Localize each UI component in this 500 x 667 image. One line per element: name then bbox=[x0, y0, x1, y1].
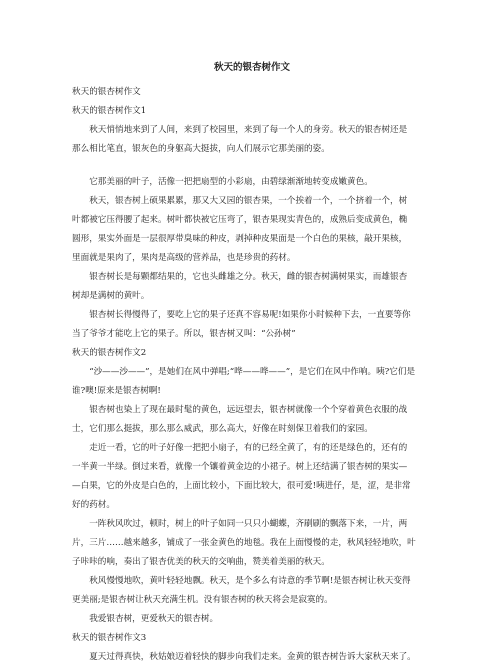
section-heading-1: 秋天的银杏树作文1 bbox=[72, 106, 147, 116]
document-title: 秋天的银杏树作文 bbox=[213, 62, 290, 73]
section-heading-3: 秋天的银杏树作文3 bbox=[72, 633, 147, 643]
body-line: “沙——沙——”，是她们在风中弹唱;“哗——哗——”，是它们在风中作响。咦?它们是 bbox=[72, 367, 416, 377]
section-body-3 bbox=[72, 648, 432, 667]
body-line: —白果，它的外皮是白色的，上面比较小，下面比较大，很可爱!咦进仔，是，涩，是非常 bbox=[72, 481, 411, 491]
body-line: 叶都被它压得腰了起来。树叶都快被它压弯了，银杏果现实青色的，成熟后变成黄色，椭 bbox=[72, 215, 408, 225]
body-line: 一阵秋风吹过，顿时，树上的叶子如同一只只小蝴蝶，齐刷刷的飘落下来，一片，两 bbox=[72, 519, 408, 529]
body-line: 秋天，银杏树上硕果累累，那又大又园的银杏果，一个挨着一个，一个挤着一个，树 bbox=[72, 196, 408, 206]
body-line: 那么相比笔直，银灰色的身躯高大挺拔，向人们展示它那美丽的姿。 bbox=[72, 144, 330, 154]
body-line: 更美丽;是银杏树让秋天充满生机。没有银杏树的秋天将会是寂寞的。 bbox=[72, 595, 333, 605]
body-line: 圆形，果实外面是一层很厚带臭味的种皮，剥掉种皮果面是一个白色的果核，敲开果核， bbox=[72, 234, 408, 244]
body-line: 它那美丽的叶子，活像一把把扇型的小彩扇，由碧绿渐渐地转变成嫩黄色。 bbox=[72, 177, 373, 187]
body-line: 子咔咔的响，奏出了银杏优美的秋天的交响曲，赞美着美丽的秋天。 bbox=[72, 557, 330, 567]
body-line: 当了爷爷才能吃上它的果子。所以，银杏树又叫：“公孙树” bbox=[72, 329, 296, 339]
section-body-1 bbox=[72, 121, 432, 344]
body-line: 我爱银杏树，更爱秋天的银杏树。 bbox=[72, 614, 219, 624]
body-line: 秋天悄悄地来到了人间，来到了校园里，来到了每一个人的身旁。秋天的银杏树还是 bbox=[72, 125, 408, 135]
body-line: 银杏树长得慢得了，要吃上它的果子还真不容易呢!如果你小时候种下去，一直要等你 bbox=[72, 310, 411, 320]
body-line: 一半黄一半绿。倒过来看，就像一个镶着黄金边的小裙子。树上还结满了银杏树的果实— bbox=[72, 462, 408, 472]
body-line: 树却是满树的黄叶。 bbox=[72, 291, 150, 301]
section-heading-2: 秋天的银杏树作文2 bbox=[72, 348, 147, 358]
body-line: 银杏树长是每颗都结果的，它也头雌雄之分。秋天，雌的银杏树满树果实，而雄银杏 bbox=[72, 272, 408, 282]
body-line: 谁?噢!原来是银杏树啊! bbox=[72, 386, 161, 396]
body-line: 秋风慢慢地吹，黄叶轻轻地飘。秋天，是个多么有诗意的季节啊!是银杏树让秋天变得 bbox=[72, 576, 411, 586]
body-line: 夏天过得真快，秋姑娘迈着轻快的脚步向我们走来。金黄的银杏树告诉大家秋天来了。 bbox=[72, 652, 416, 662]
section-body-2 bbox=[72, 363, 432, 629]
body-line: 好的药材。 bbox=[72, 500, 115, 510]
blank-line bbox=[72, 159, 432, 173]
document-subtitle: 秋天的银杏树作文 bbox=[72, 87, 141, 97]
body-line: 里面就是果肉了，果肉是高级的营养品，也是珍贵的药材。 bbox=[72, 253, 296, 263]
body-line: 片，三片……越来越多，铺成了一张金黄色的地毯。我在上面慢慢的走，秋风轻轻地吹，叶 bbox=[72, 538, 416, 548]
body-line: 走近一看，它的叶子好像一把把小扇子，有的已经全黄了，有的还是绿色的，还有的 bbox=[72, 443, 408, 453]
body-line: 银杏树也染上了现在最时髦的黄色，远远望去，银杏树就像一个个穿着黄色衣服的战 bbox=[72, 405, 408, 415]
body-line: 士，它们那么挺拔，那么那么威武，那么高大，好像在时刻保卫着我们的家园。 bbox=[72, 424, 373, 434]
